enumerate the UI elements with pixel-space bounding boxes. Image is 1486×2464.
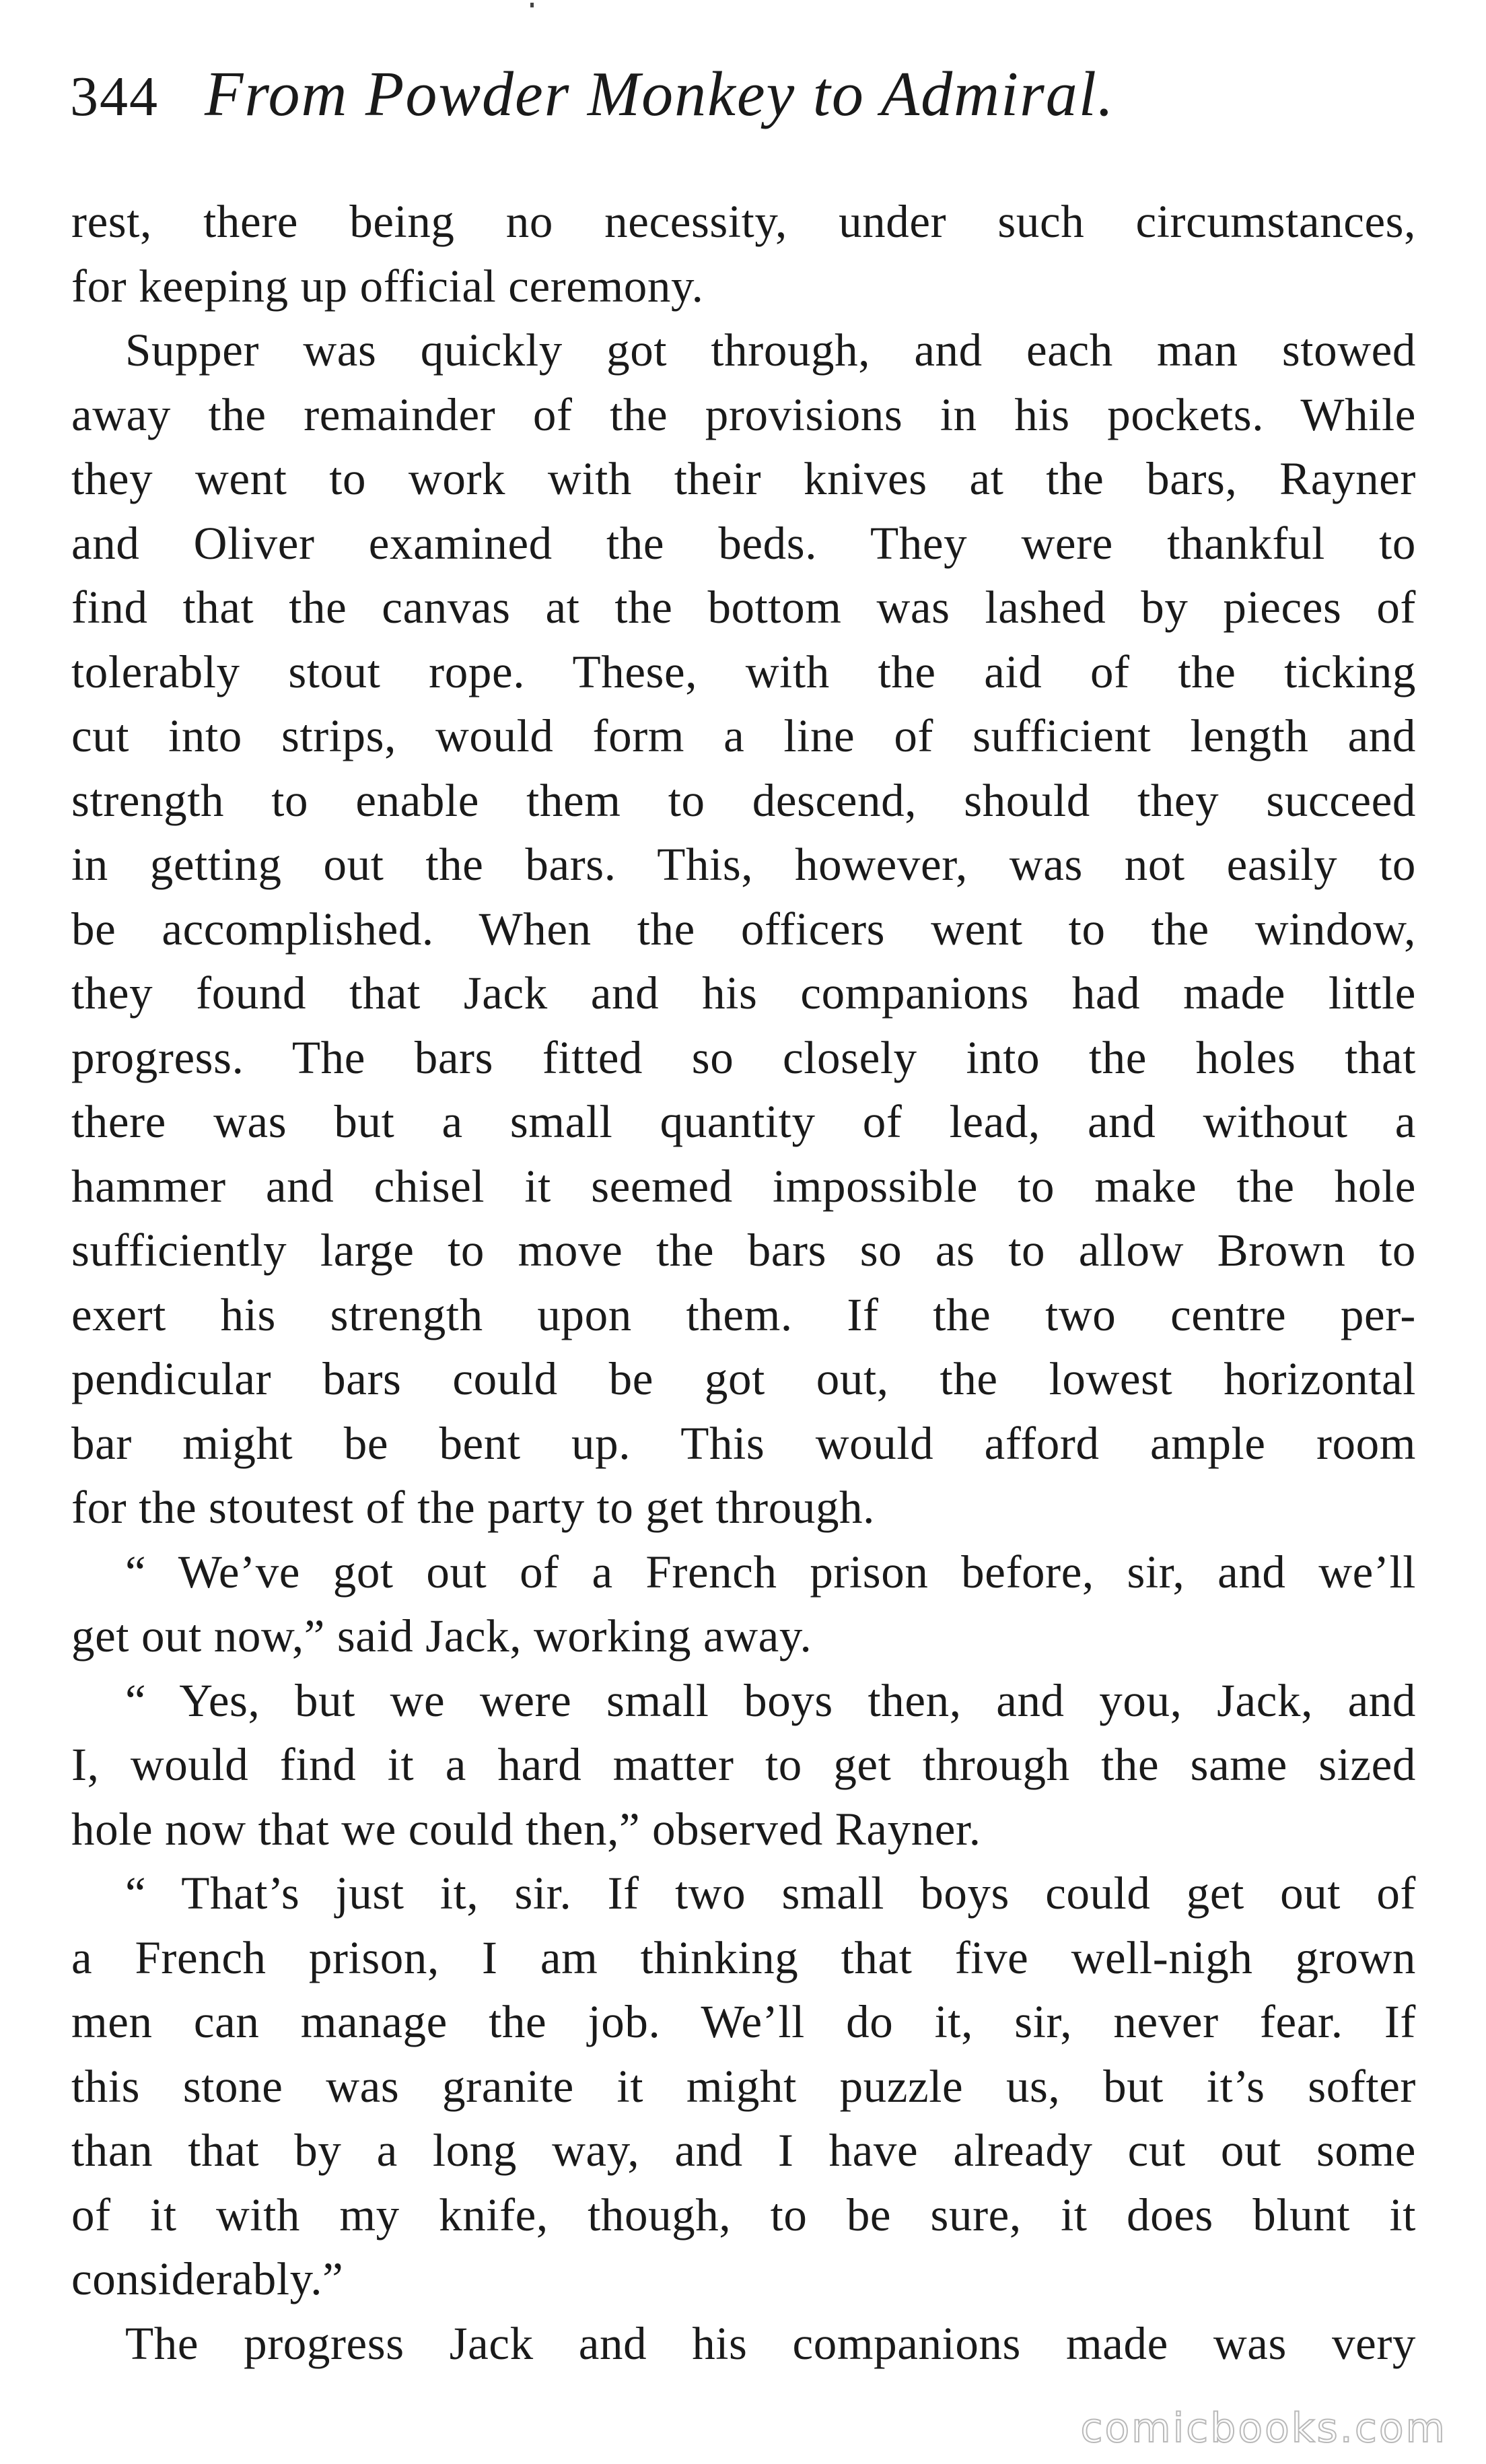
text-line: pendicular bars could be got out, the lowest horizontal [71, 1353, 1416, 1404]
text-line: men can manage the job. We’ll do it, sir, never fear. If [71, 1996, 1416, 2047]
running-head [70, 58, 1416, 145]
text-line: I, would find it a hard matter to get through the same sized [71, 1739, 1416, 1790]
text-line: be accomplished. When the officers went to the window, [71, 903, 1416, 955]
text-line: “ Yes, but we were small boys then, and you, Jack, and [125, 1674, 1416, 1726]
text-line: hammer and chisel it seemed impossible to make the hole [71, 1160, 1416, 1212]
text-line: Supper was quickly got through, and each man stowed [125, 324, 1416, 376]
scan-speck [530, 3, 534, 7]
text-line: exert his strength upon them. If the two centre per- [71, 1289, 1416, 1340]
text-line: strength to enable them to descend, should they succeed [71, 774, 1416, 826]
text-line: “ That’s just it, sir. If two small boys could get out of [125, 1868, 1416, 1919]
text-line: progress. The bars fitted so closely into the holes that [71, 1031, 1416, 1083]
text-line: this stone was granite it might puzzle us, but it’s softer [71, 2060, 1416, 2112]
text-line: for the stoutest of the party to get through. [71, 1482, 876, 1533]
text-line: find that the canvas at the bottom was lashed by pieces of [71, 582, 1416, 633]
text-line: they found that Jack and his companions had made little [71, 967, 1416, 1019]
text-line: in getting out the bars. This, however, was not easily to [71, 839, 1416, 890]
text-line: rest, there being no necessity, under such circumstances, [71, 196, 1416, 247]
text-line: get out now,” said Jack, working away. [71, 1610, 812, 1662]
body-text [71, 190, 1416, 2376]
text-line: bar might be bent up. This would afford ample room [71, 1417, 1416, 1469]
page-number: 344 [70, 65, 159, 128]
text-line: than that by a long way, and I have already cut out some [71, 2125, 1416, 2176]
text-line: for keeping up official ceremony. [71, 260, 704, 312]
text-line: there was but a small quantity of lead, and without a [71, 1096, 1416, 1147]
text-line: and Oliver examined the beds. They were thankful to [71, 517, 1416, 569]
text-line: away the remainder of the provisions in his pockets. While [71, 388, 1416, 440]
text-line: sufficiently large to move the bars so as to allow Brown to [71, 1225, 1416, 1276]
text-line: “ We’ve got out of a French prison before, sir, and we’ll [125, 1546, 1416, 1598]
text-line: The progress Jack and his companions made was very [125, 2317, 1416, 2369]
book-title: From Powder Monkey to Admiral. [205, 59, 1115, 129]
text-line: they went to work with their knives at the bars, Rayner [71, 453, 1416, 504]
watermark-logo: comicbooks.com [1080, 2405, 1447, 2452]
text-line: of it with my knife, though, to be sure, it does blunt it [71, 2189, 1416, 2240]
text-line: hole now that we could then,” observed Rayner. [71, 1803, 981, 1855]
text-line: cut into strips, would form a line of sufficient length and [71, 710, 1416, 761]
text-line: tolerably stout rope. These, with the aid of the ticking [71, 646, 1416, 697]
text-line: a French prison, I am thinking that five well-nigh grown [71, 1931, 1416, 1983]
text-line: considerably.” [71, 2253, 344, 2304]
